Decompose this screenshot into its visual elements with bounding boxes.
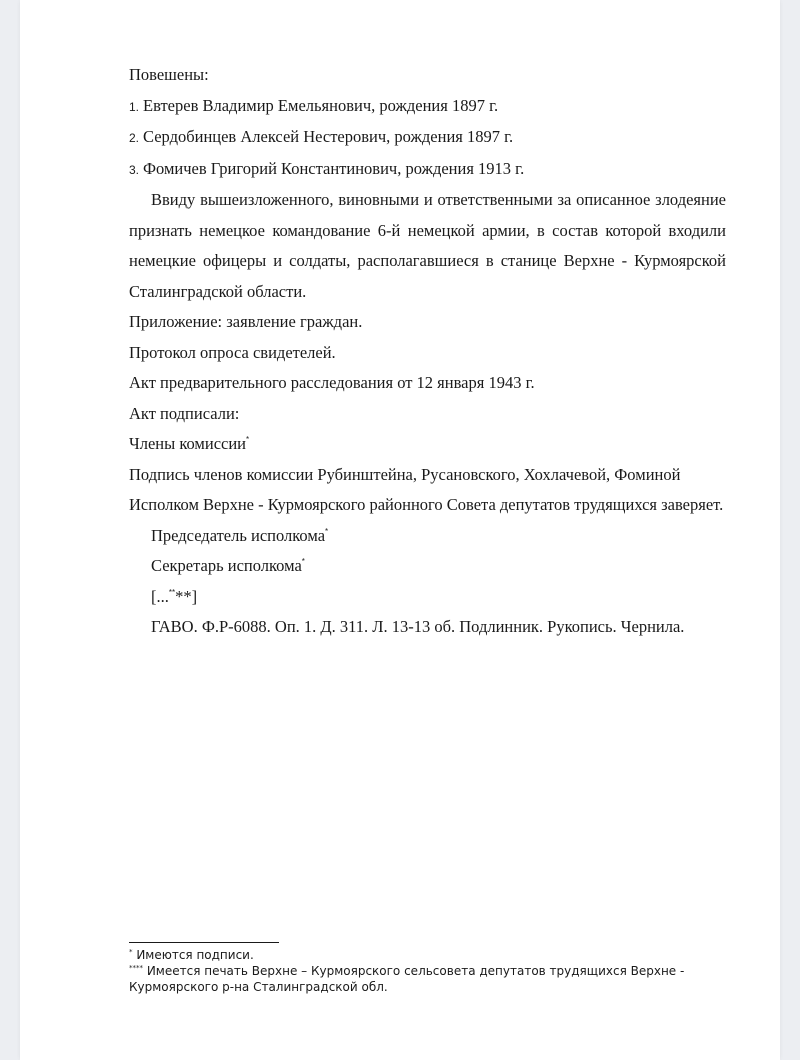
ispolkom-paragraph: Исполком Верхне - Курмоярского районного Совета депутатов трудящихся заверяет. bbox=[129, 495, 724, 514]
footnote-separator bbox=[129, 942, 279, 943]
members-text: Члены комиссии bbox=[129, 434, 247, 453]
document-page bbox=[20, 0, 780, 1060]
members-line bbox=[129, 429, 726, 460]
footnote-mark: * bbox=[129, 948, 133, 956]
archive-reference: ГАВО. Ф.Р-6088. Оп. 1. Д. 311. Л. 13-13 об. Подлинник. Рукопись. Чернила. bbox=[151, 617, 685, 636]
footnote-mark: * bbox=[325, 526, 329, 536]
conclusion-paragraph: Ввиду вышеизложенного, виновными и ответственными за описанное злодеяние признать немецкое командование 6-й немецкой армии, в состав которой входили немецкие офицеры и солдаты, располагавшиеся в станице Верхне - Курмоярской Сталинградской области. bbox=[129, 190, 726, 301]
list-number: 2. bbox=[129, 131, 140, 145]
document-body bbox=[129, 60, 726, 643]
footnote-mark: **** bbox=[129, 964, 143, 972]
ellipsis-open: [... bbox=[151, 586, 169, 606]
signatures-paragraph: Подпись членов комиссии Рубинштейна, Русановского, Хохлачевой, Фоминой bbox=[129, 464, 681, 484]
attachment-line: Приложение: заявление граждан. bbox=[129, 312, 363, 331]
footnote-mark: * bbox=[301, 557, 305, 566]
secretary-text: Секретарь исполкома bbox=[151, 556, 302, 575]
list-item-text: Фомичев Григорий Константинович, рождения 1913 г. bbox=[143, 158, 525, 178]
footnote-text: Имеются подписи. bbox=[132, 948, 254, 962]
list-number: 1. bbox=[129, 99, 140, 114]
chairman-text: Председатель исполкома bbox=[151, 525, 326, 545]
prelim-act-line: Акт предварительного расследования от 12 января 1943 г. bbox=[129, 373, 535, 392]
hanged-heading: Повешены: bbox=[129, 65, 209, 84]
footnote-mark: * bbox=[246, 435, 250, 444]
footnote bbox=[129, 947, 729, 963]
footnote bbox=[129, 963, 729, 995]
secretary-line bbox=[129, 551, 726, 582]
ellipsis-close: **] bbox=[175, 586, 198, 606]
footnotes bbox=[129, 942, 729, 995]
footnote-text: Имеется печать Верхне – Курмоярского сельсовета депутатов трудящихся Верхне - Курмоярского р-на Сталинградской обл. bbox=[129, 964, 685, 994]
protocol-line: Протокол опроса свидетелей. bbox=[129, 342, 336, 362]
hanged-item bbox=[129, 122, 726, 154]
list-number: 3. bbox=[129, 162, 140, 177]
list-item-text: Сердобинцев Алексей Нестерович, рождения 1897 г. bbox=[143, 127, 514, 146]
hanged-item bbox=[129, 91, 726, 123]
ellipsis-line bbox=[129, 582, 726, 613]
footnote-mark: ** bbox=[168, 587, 176, 597]
hanged-item bbox=[129, 154, 726, 186]
signed-by-line: Акт подписали: bbox=[129, 403, 240, 423]
chairman-line bbox=[129, 521, 726, 552]
list-item-text: Евтерев Владимир Емельянович, рождения 1897 г. bbox=[143, 95, 499, 115]
